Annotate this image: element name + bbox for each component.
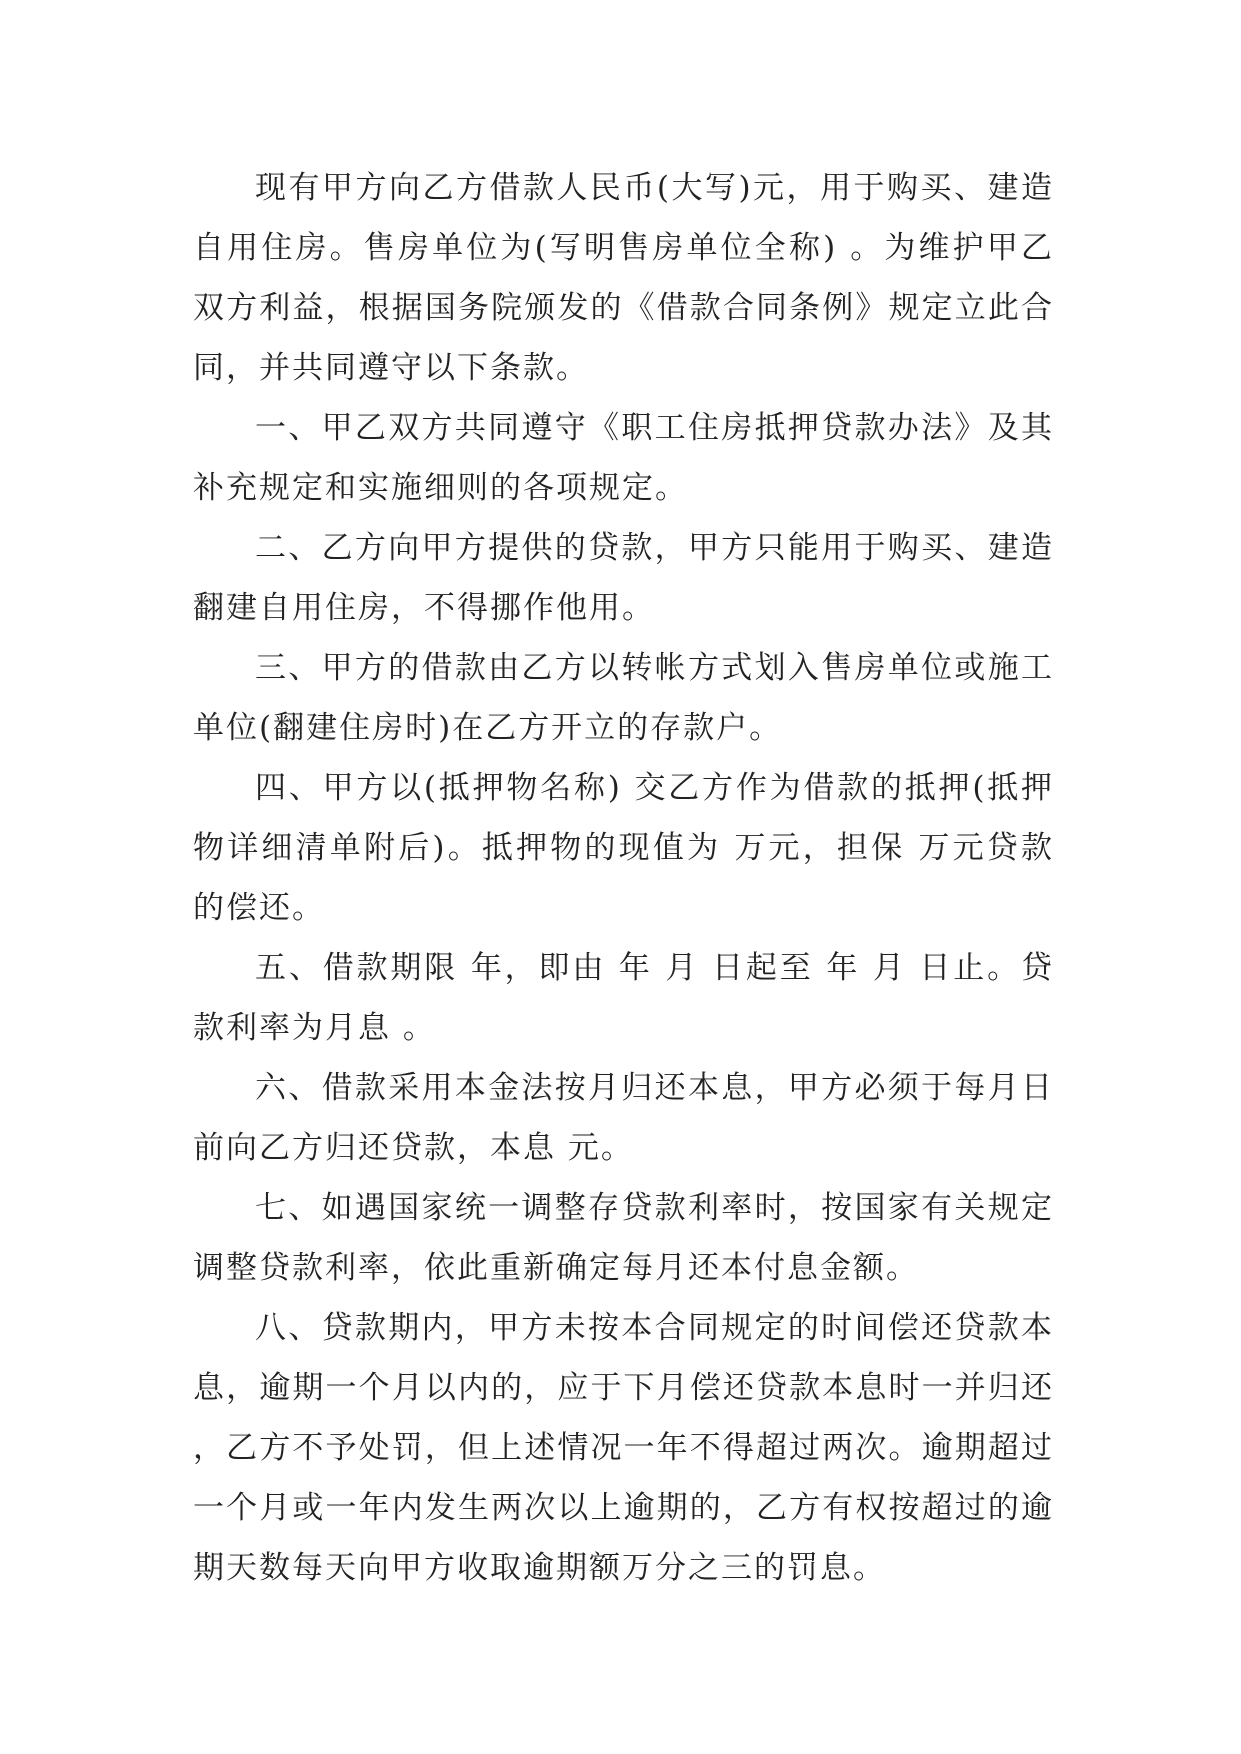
paragraph-clause-6: 六、借款采用本金法按月归还本息，甲方必须于每月日前向乙方归还贷款，本息 元。 xyxy=(193,1070,1054,1166)
paragraph-clause-4: 四、甲方以(抵押物名称) 交乙方作为借款的抵押(抵押物详细清单附后)。抵押物的现值为 万元，担保 万元贷款的偿还。 xyxy=(193,770,1054,926)
paragraph-clause-1: 一、甲乙双方共同遵守《职工住房抵押贷款办法》及其补充规定和实施细则的各项规定。 xyxy=(193,410,1054,506)
paragraph-intro: 现有甲方向乙方借款人民币(大写)元，用于购买、建造自用住房。售房单位为(写明售房单位全称) 。为维护甲乙双方利益，根据国务院颁发的《借款合同条例》规定立此合同，并共同遵守以下条款。 xyxy=(193,170,1054,386)
paragraph-clause-5: 五、借款期限 年，即由 年 月 日起至 年 月 日止。贷款利率为月息 。 xyxy=(193,950,1054,1046)
document-body xyxy=(193,158,1054,1598)
paragraph-clause-2: 二、乙方向甲方提供的贷款，甲方只能用于购买、建造翻建自用住房，不得挪作他用。 xyxy=(193,530,1054,626)
paragraph-clause-3: 三、甲方的借款由乙方以转帐方式划入售房单位或施工单位(翻建住房时)在乙方开立的存款户。 xyxy=(193,650,1054,746)
paragraph-clause-8: 八、贷款期内，甲方未按本合同规定的时间偿还贷款本息，逾期一个月以内的，应于下月偿还贷款本息时一并归还，乙方不予处罚，但上述情况一年不得超过两次。逾期超过一个月或一年内发生两次以上逾期的，乙方有权按超过的逾期天数每天向甲方收取逾期额万分之三的罚息。 xyxy=(193,1310,1054,1586)
paragraph-clause-7: 七、如遇国家统一调整存贷款利率时，按国家有关规定调整贷款利率，依此重新确定每月还本付息金额。 xyxy=(193,1190,1054,1286)
